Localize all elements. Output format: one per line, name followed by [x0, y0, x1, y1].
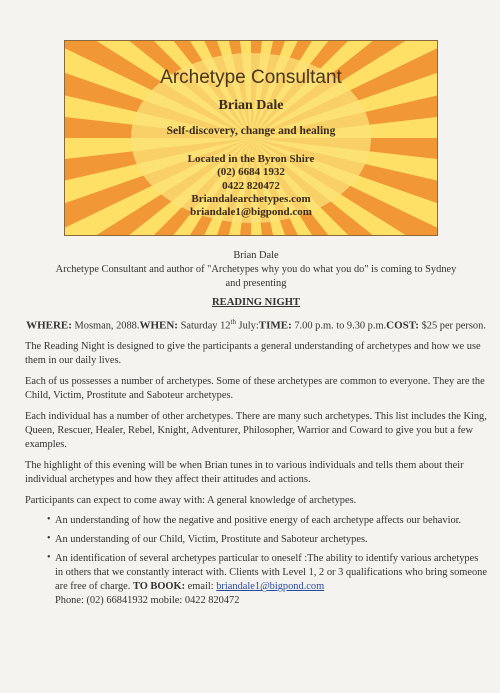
cost-label: COST:	[386, 319, 419, 332]
when-value-suffix: th	[230, 318, 236, 326]
paragraph-overview: The Reading Night is designed to give the participants a general understanding of archetypes and how we use them in our daily lives.	[25, 341, 481, 367]
booking-phone-line: Phone: (02) 66841932 mobile: 0422 820472	[55, 595, 240, 607]
card-location: Located in the Byron Shire	[187, 153, 315, 165]
business-card-text	[65, 41, 437, 235]
email-label: email:	[185, 581, 217, 593]
intro-line-2: and presenting	[225, 278, 287, 289]
list-item: • An understanding of how the negative and positive energy of each archetype affects our behavior.	[47, 514, 487, 528]
business-card	[64, 40, 438, 236]
paragraph-highlight: The highlight of this evening will be when Brian tunes in to various individuals and tells them about their individual archetypes and how they affect their attitudes and actions.	[25, 460, 464, 486]
when-value: Saturday 12	[177, 320, 231, 332]
card-mobile: 0422 820472	[222, 179, 280, 192]
paragraph-expectations: Participants can expect to come away with: A general knowledge of archetypes.	[25, 495, 357, 507]
where-label: WHERE:	[26, 319, 72, 332]
intro-line-1: Archetype Consultant and author of "Archetypes why you do what you do" is coming to Sydney	[55, 264, 457, 275]
card-title: Archetype Consultant	[160, 67, 342, 88]
book-label: TO BOOK:	[132, 581, 186, 593]
card-name: Brian Dale	[218, 98, 284, 113]
cost-value: $25 per person.	[418, 320, 486, 332]
list-item	[47, 552, 487, 608]
card-tagline: Self-discovery, change and healing	[166, 125, 336, 137]
when-value-month: July:	[235, 320, 259, 332]
time-label: TIME:	[258, 319, 292, 332]
benefits-list	[25, 514, 487, 608]
card-email: briandale1@bigpond.com	[190, 206, 312, 219]
event-details	[25, 315, 487, 333]
flyer-body	[25, 249, 487, 613]
list-item-text: An identification of several archetypes particular to oneself :The ability to identify various archetypes in others that we constantly interact with. Clients with Level 1, 2 or 3 qualifications who bring someone are free of charge.	[55, 553, 487, 593]
where-value: Mosman, 2088.	[71, 320, 140, 332]
booking-email-link[interactable]: briandale1@bigpond.com	[216, 581, 325, 593]
when-label: WHEN:	[139, 319, 178, 332]
list-item: • An understanding of our Child, Victim, Prostitute and Saboteur archetypes.	[47, 533, 487, 547]
time-value: 7.00 p.m. to 9.30 p.m.	[291, 320, 387, 332]
intro-name: Brian Dale	[233, 250, 279, 261]
event-heading: READING NIGHT	[212, 297, 300, 308]
card-contact-lines	[65, 153, 437, 219]
paragraph-other-archetypes: Each individual has a number of other archetypes. There are many such archetypes. This list includes the King, Queen, Rescuer, Healer, Rebel, Knight, Adventurer, Philosopher, Warrior and Coward to give you but a few examples.	[25, 411, 487, 451]
card-phone: (02) 6684 1932	[217, 166, 285, 179]
paragraph-common-archetypes: Each of us possesses a number of archetypes. Some of these archetypes are common to everyone. They are the Child, Victim, Prostitute and Saboteur archetypes.	[25, 376, 485, 402]
card-website: Briandalearchetypes.com	[191, 192, 311, 205]
